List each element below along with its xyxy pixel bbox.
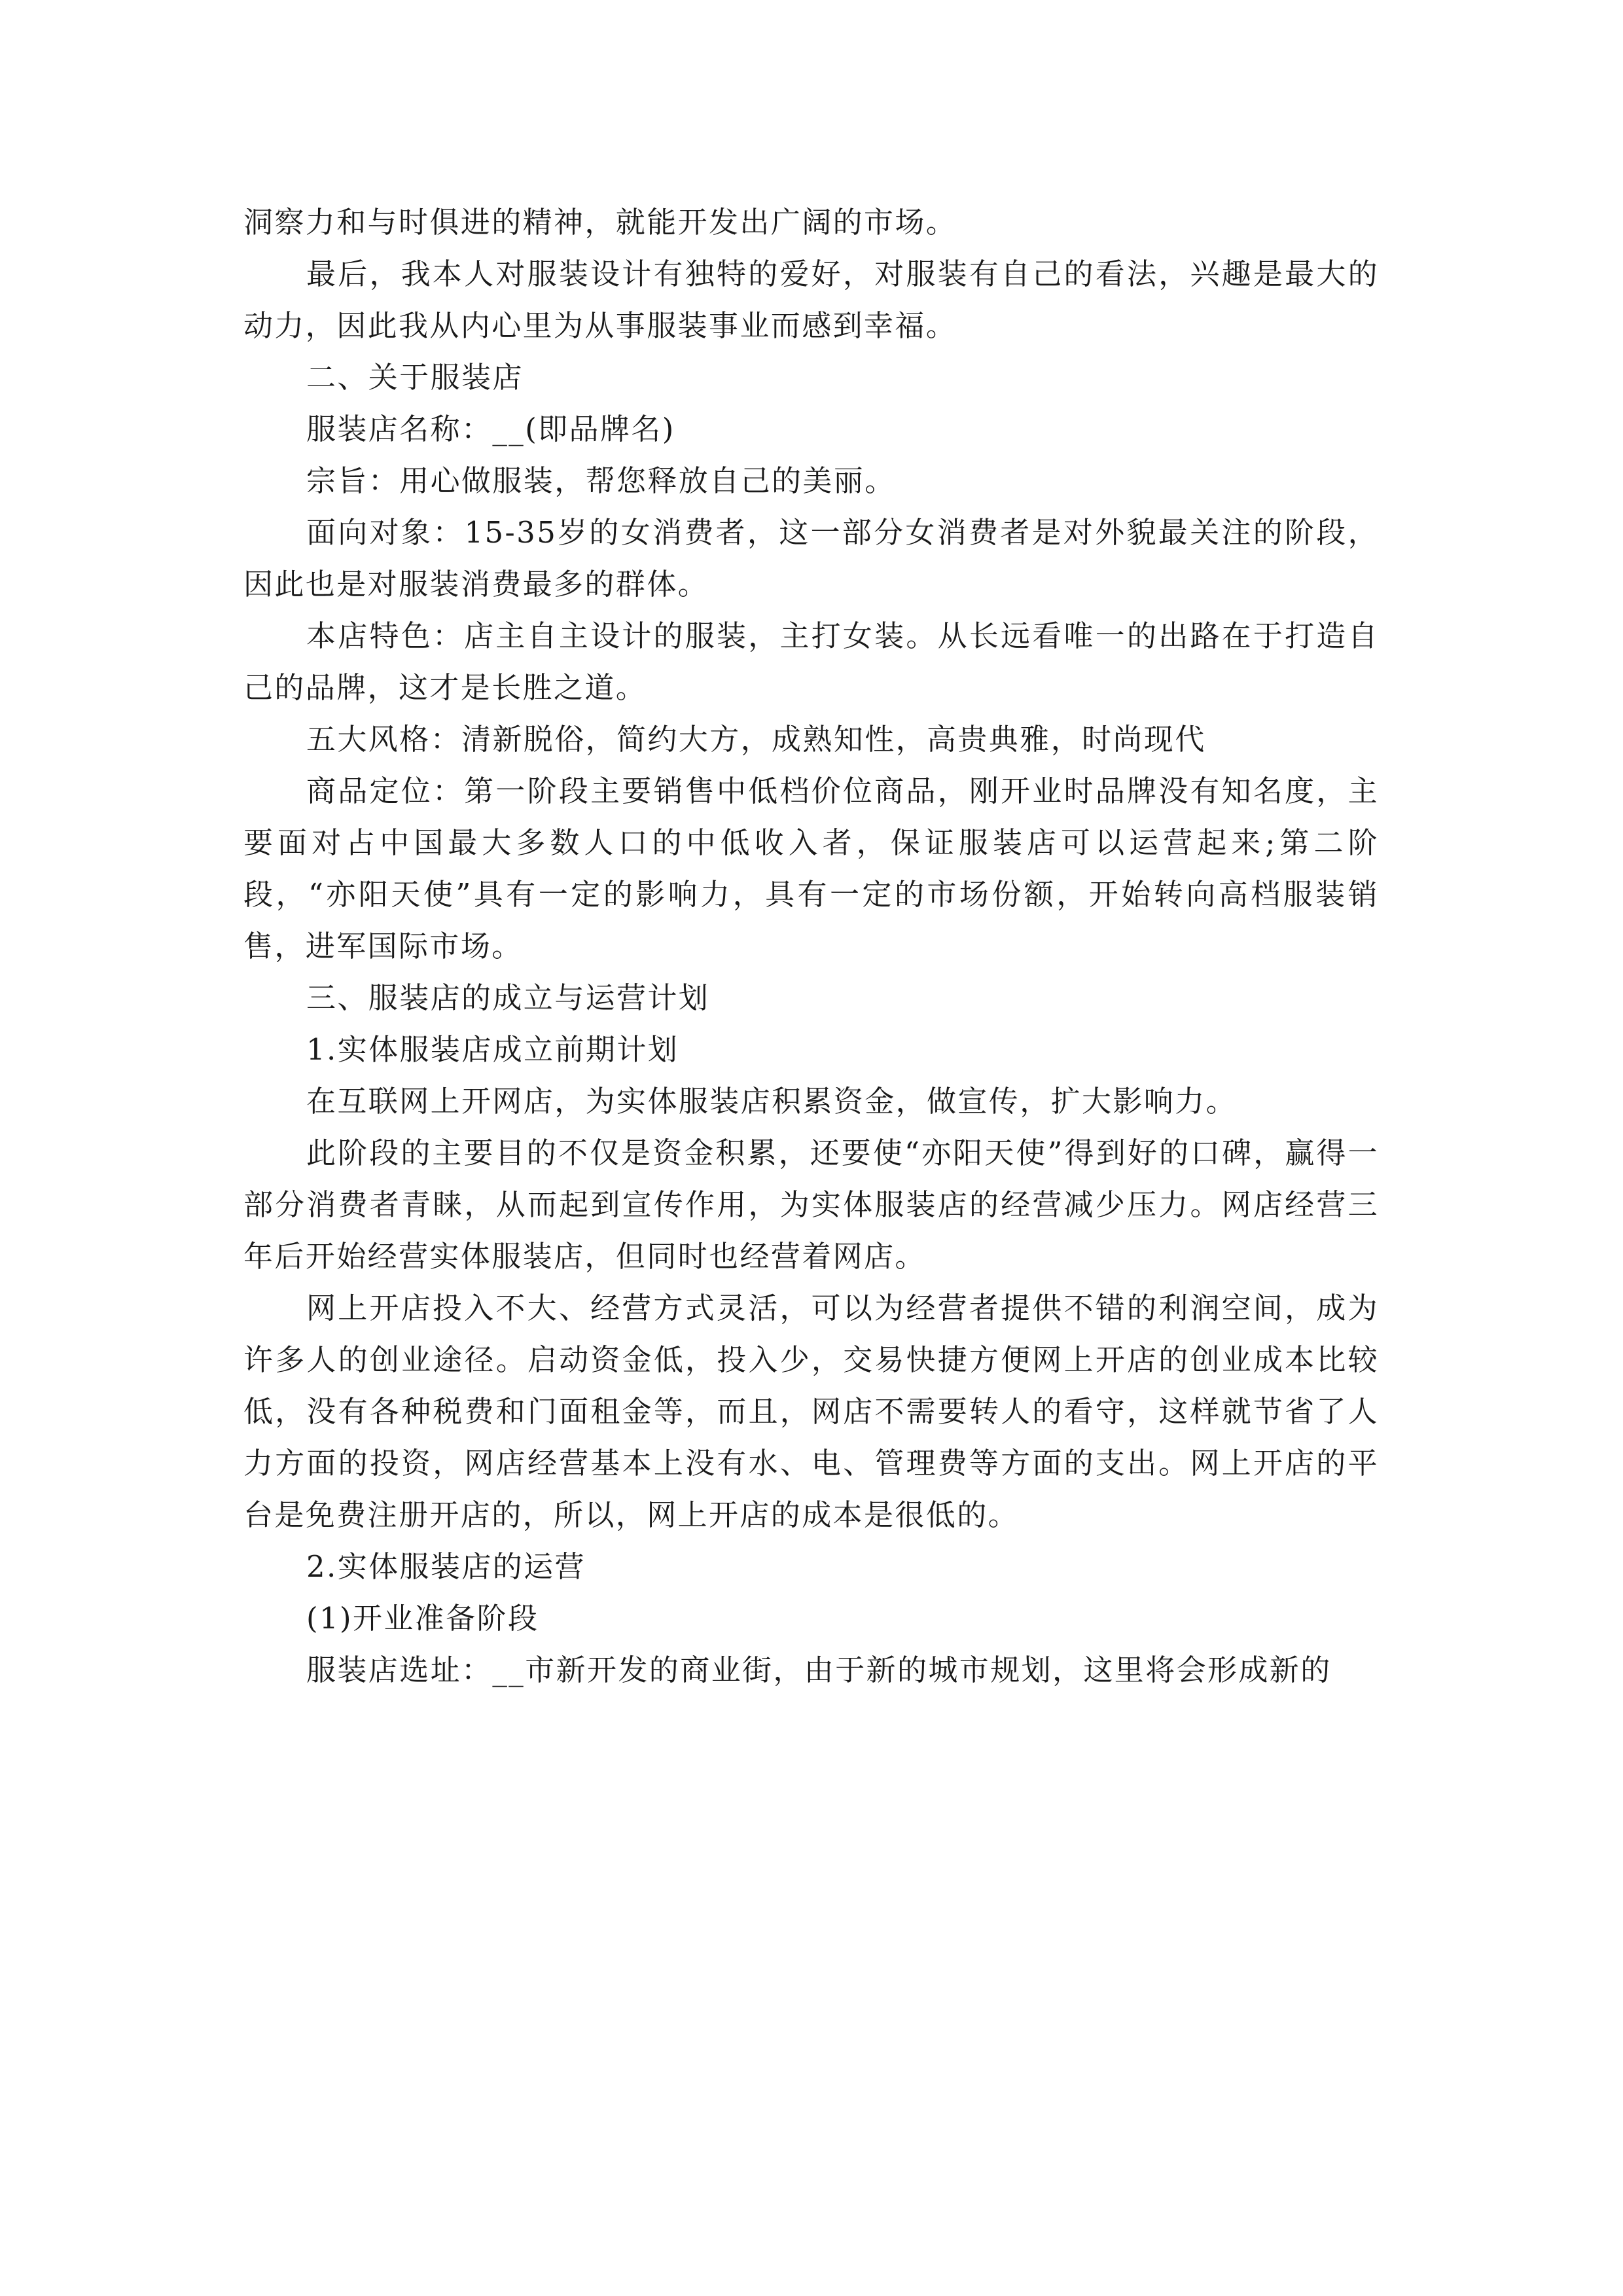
paragraph: 宗旨：用心做服装，帮您释放自己的美丽。 <box>306 463 896 498</box>
subsection-heading: 1.实体服装店成立前期计划 <box>306 1032 679 1067</box>
paragraph: 商品定位：第一阶段主要销售中低档价位商品，刚开业时品牌没有知名度，主要面对占中国最大多数人口的中低收入者，保证服装店可以运营起来;第二阶段，“亦阳天使”具有一定的影响力，具有一定的市场份额，开始转向高档服装销售，进军国际市场。 <box>243 774 1379 963</box>
paragraph: 此阶段的主要目的不仅是资金积累，还要使“亦阳天使”得到好的口碑，赢得一部分消费者青睐，从而起到宣传作用，为实体服装店的经营减少压力。网店经营三年后开始经营实体服装店，但同时也经营着网店。 <box>243 1136 1379 1274</box>
paragraph: 服装店名称：__(即品牌名) <box>306 412 675 446</box>
subsection-heading: (1)开业准备阶段 <box>306 1601 539 1636</box>
paragraph: 网上开店投入不大、经营方式灵活，可以为经营者提供不错的利润空间，成为许多人的创业途径。启动资金低，投入少，交易快捷方便网上开店的创业成本比较低，没有各种税费和门面租金等，而且，网店不需要转人的看守，这样就节省了人力方面的投资，网店经营基本上没有水、电、管理费等方面的支出。网上开店的平台是免费注册开店的，所以，网上开店的成本是很低的。 <box>243 1291 1379 1532</box>
paragraph: 本店特色：店主自主设计的服装，主打女装。从长远看唯一的出路在于打造自己的品牌，这才是长胜之道。 <box>243 619 1379 705</box>
subsection-heading: 2.实体服装店的运营 <box>306 1549 586 1584</box>
paragraph: 服装店选址：__市新开发的商业街，由于新的城市规划，这里将会形成新的 <box>306 1653 1332 1687</box>
section-heading: 二、关于服装店 <box>306 360 524 395</box>
document-body <box>243 196 1379 1696</box>
section-heading: 三、服装店的成立与运营计划 <box>306 980 710 1015</box>
paragraph: 五大风格：清新脱俗，简约大方，成熟知性，高贵典雅，时尚现代 <box>306 722 1206 757</box>
paragraph: 洞察力和与时俱进的精神，就能开发出广阔的市场。 <box>243 205 957 240</box>
paragraph: 最后，我本人对服装设计有独特的爱好，对服装有自己的看法，兴趣是最大的动力，因此我从内心里为从事服装事业而感到幸福。 <box>243 257 1379 343</box>
paragraph: 在互联网上开网店，为实体服装店积累资金，做宣传，扩大影响力。 <box>306 1084 1238 1119</box>
paragraph: 面向对象：15-35岁的女消费者，这一部分女消费者是对外貌最关注的阶段，因此也是对服装消费最多的群体。 <box>243 515 1379 601</box>
